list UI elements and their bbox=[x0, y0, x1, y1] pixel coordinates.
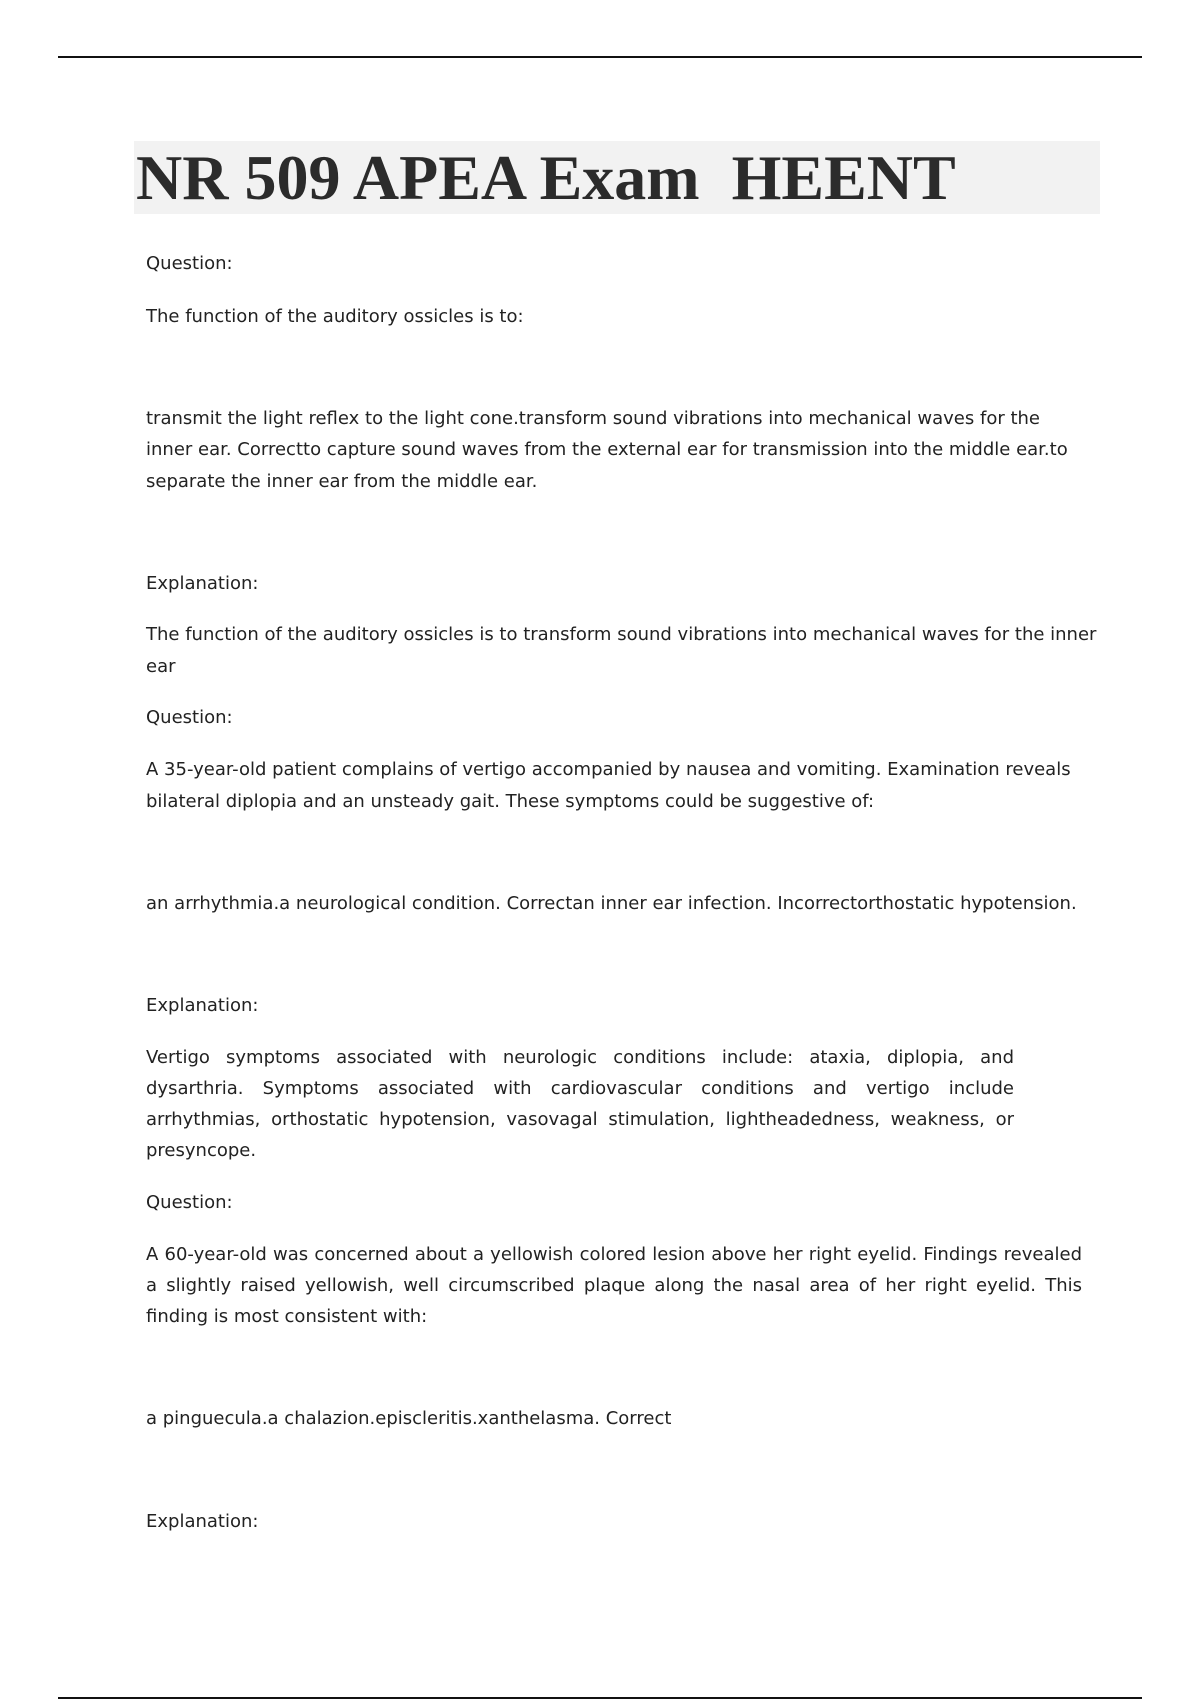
answer-options-line: transmit the light reflex to the light cone.transform sound vibrations into mechanical waves for the bbox=[146, 408, 1040, 429]
explanation-line: The function of the auditory ossicles is to transform sound vibrations into mechanical waves for the inner bbox=[146, 624, 1097, 645]
document-title: NR 509 APEA Exam HEENT bbox=[136, 142, 956, 213]
answer-options-line: separate the inner ear from the middle ear. bbox=[146, 471, 538, 492]
explanation-paragraph bbox=[146, 1042, 1014, 1166]
question-label: Question: bbox=[146, 707, 233, 728]
explanation-line: ear bbox=[146, 656, 176, 677]
question-label: Question: bbox=[146, 1192, 233, 1213]
explanation-line: arrhythmias, orthostatic hypotension, vasovagal stimulation, lightheadedness, weakness, or bbox=[146, 1109, 1014, 1130]
explanation-label: Explanation: bbox=[146, 995, 259, 1016]
question-text: The function of the auditory ossicles is to: bbox=[146, 306, 524, 327]
question-line: A 35-year-old patient complains of vertigo accompanied by nausea and vomiting. Examination reveals bbox=[146, 759, 1071, 780]
explanation-line: Vertigo symptoms associated with neurologic conditions include: ataxia, diplopia, and bbox=[146, 1047, 1014, 1068]
question-line: bilateral diplopia and an unsteady gait. These symptoms could be suggestive of: bbox=[146, 791, 875, 812]
question-label: Question: bbox=[146, 253, 233, 274]
explanation-label: Explanation: bbox=[146, 1511, 259, 1532]
answer-options-line: inner ear. Correctto capture sound waves from the external ear for transmission into the middle ear.to bbox=[146, 439, 1068, 460]
answer-options-line: a pinguecula.a chalazion.episcleritis.xanthelasma. Correct bbox=[146, 1408, 672, 1429]
footer-rule bbox=[58, 1697, 1142, 1699]
header-rule bbox=[58, 56, 1142, 58]
explanation-line: dysarthria. Symptoms associated with cardiovascular conditions and vertigo include bbox=[146, 1078, 1014, 1099]
explanation-line: presyncope. bbox=[146, 1140, 257, 1161]
question-line: a slightly raised yellowish, well circumscribed plaque along the nasal area of her right eyelid. This bbox=[146, 1275, 1082, 1296]
explanation-label: Explanation: bbox=[146, 573, 259, 594]
question-line: A 60-year-old was concerned about a yellowish colored lesion above her right eyelid. Findings revealed bbox=[146, 1244, 1082, 1265]
answer-options-line: an arrhythmia.a neurological condition. Correctan inner ear infection. Incorrectorthostatic hypotension. bbox=[146, 893, 1077, 914]
question-line: finding is most consistent with: bbox=[146, 1306, 428, 1327]
question-paragraph bbox=[146, 1239, 1082, 1332]
